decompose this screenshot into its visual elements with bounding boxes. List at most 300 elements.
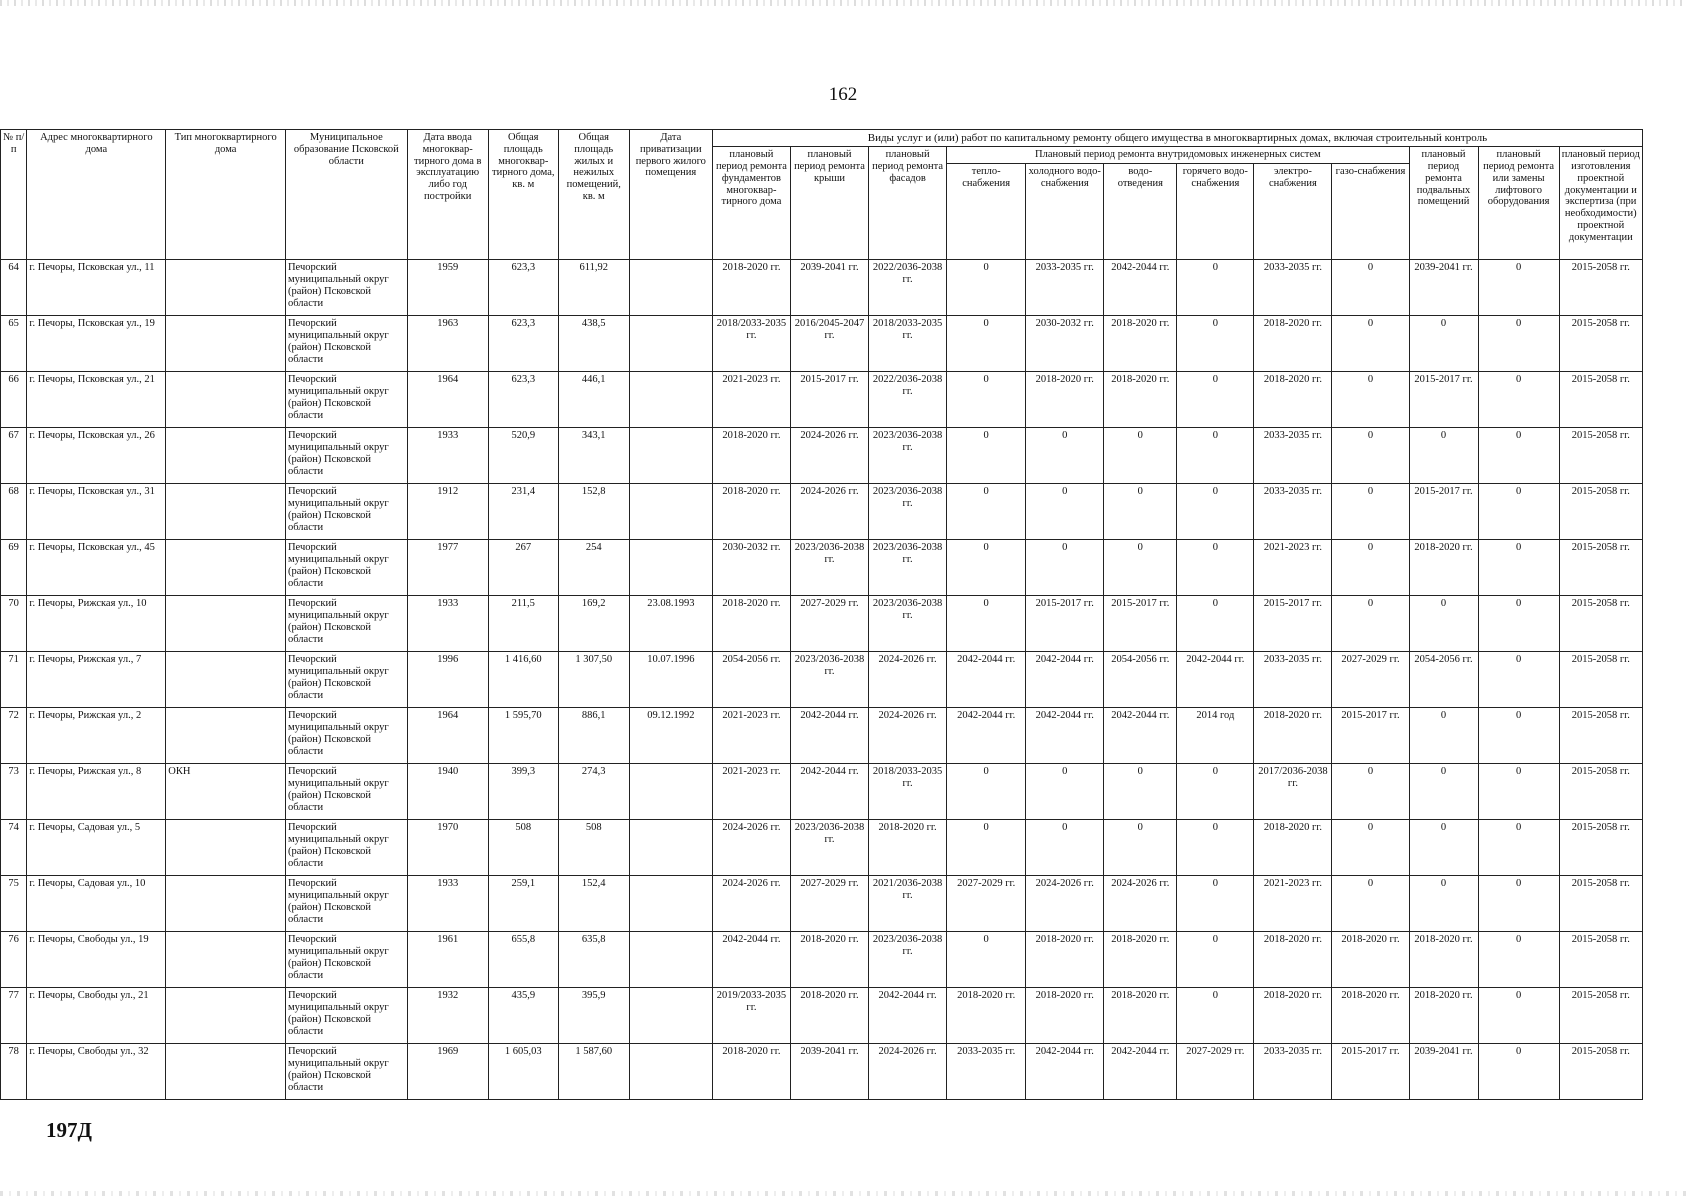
header-heat: тепло-снабжения — [947, 164, 1026, 260]
cell-heat: 0 — [947, 764, 1026, 820]
cell-living-area: 635,8 — [558, 932, 629, 988]
cell-gas: 0 — [1332, 596, 1409, 652]
table-row — [1, 316, 1643, 372]
cell-hot-water: 0 — [1177, 260, 1254, 316]
cell-municipality: Печорский муниципальный округ (район) Псковской области — [285, 484, 407, 540]
cell-gas: 2018-2020 гг. — [1332, 932, 1409, 988]
cell-heat: 2042-2044 гг. — [947, 708, 1026, 764]
cell-address: г. Печоры, Псковская ул., 31 — [27, 484, 166, 540]
table-row — [1, 372, 1643, 428]
cell-gas: 2015-2017 гг. — [1332, 1044, 1409, 1100]
cell-basement: 2018-2020 гг. — [1409, 988, 1478, 1044]
cell-design-docs: 2015-2058 гг. — [1559, 820, 1642, 876]
cell-year: 1932 — [407, 988, 488, 1044]
cell-privatization — [629, 932, 712, 988]
cell-roof: 2023/2036-2038 гг. — [790, 652, 868, 708]
cell-elevator: 0 — [1478, 988, 1559, 1044]
cell-living-area: 274,3 — [558, 764, 629, 820]
cell-address: г. Печоры, Псковская ул., 11 — [27, 260, 166, 316]
cell-type — [166, 316, 286, 372]
cell-heat: 0 — [947, 484, 1026, 540]
cell-living-area: 438,5 — [558, 316, 629, 372]
cell-hot-water: 2014 год — [1177, 708, 1254, 764]
cell-living-area: 1 307,50 — [558, 652, 629, 708]
scan-edge-bottom — [0, 1191, 1686, 1196]
cell-foundation: 2019/2033-2035 гг. — [712, 988, 790, 1044]
header-elevator: плановый период ремонта или замены лифтового оборудования — [1478, 147, 1559, 260]
cell-municipality: Печорский муниципальный округ (район) Псковской области — [285, 652, 407, 708]
cell-gas: 0 — [1332, 540, 1409, 596]
cell-basement: 0 — [1409, 428, 1478, 484]
cell-privatization — [629, 820, 712, 876]
cell-basement: 2054-2056 гг. — [1409, 652, 1478, 708]
cell-gas: 0 — [1332, 428, 1409, 484]
cell-total-area: 259,1 — [488, 876, 558, 932]
cell-privatization — [629, 764, 712, 820]
cell-living-area: 152,4 — [558, 876, 629, 932]
cell-gas: 0 — [1332, 764, 1409, 820]
cell-electric: 2017/2036-2038 гг. — [1254, 764, 1332, 820]
cell-sewer: 2018-2020 гг. — [1104, 932, 1177, 988]
cell-address: г. Печоры, Свободы ул., 32 — [27, 1044, 166, 1100]
cell-cold-water: 0 — [1026, 764, 1104, 820]
cell-living-area: 395,9 — [558, 988, 629, 1044]
header-foundation: плановый период ремонта фундаментов многоквар-тирного дома — [712, 147, 790, 260]
cell-facade: 2018/2033-2035 гг. — [869, 764, 947, 820]
cell-basement: 2039-2041 гг. — [1409, 1044, 1478, 1100]
cell-roof: 2018-2020 гг. — [790, 988, 868, 1044]
cell-design-docs: 2015-2058 гг. — [1559, 932, 1642, 988]
cell-facade: 2023/2036-2038 гг. — [869, 596, 947, 652]
cell-electric: 2033-2035 гг. — [1254, 260, 1332, 316]
cell-address: г. Печоры, Псковская ул., 19 — [27, 316, 166, 372]
cell-electric: 2033-2035 гг. — [1254, 652, 1332, 708]
cell-cold-water: 2042-2044 гг. — [1026, 652, 1104, 708]
header-sewer: водо-отведения — [1104, 164, 1177, 260]
cell-num: 69 — [1, 540, 27, 596]
cell-electric: 2018-2020 гг. — [1254, 820, 1332, 876]
header-municipality: Муниципальное образование Псковской области — [285, 130, 407, 260]
table-row — [1, 652, 1643, 708]
cell-num: 67 — [1, 428, 27, 484]
table-row — [1, 820, 1643, 876]
cell-address: г. Печоры, Псковская ул., 26 — [27, 428, 166, 484]
cell-municipality: Печорский муниципальный округ (район) Псковской области — [285, 1044, 407, 1100]
cell-address: г. Печоры, Садовая ул., 5 — [27, 820, 166, 876]
cell-living-area: 1 587,60 — [558, 1044, 629, 1100]
cell-elevator: 0 — [1478, 820, 1559, 876]
cell-design-docs: 2015-2058 гг. — [1559, 876, 1642, 932]
cell-type — [166, 484, 286, 540]
header-hot-water: горячего водо-снабжения — [1177, 164, 1254, 260]
cell-total-area: 623,3 — [488, 316, 558, 372]
header-basement: плановый период ремонта подвальных помещений — [1409, 147, 1478, 260]
cell-total-area: 267 — [488, 540, 558, 596]
cell-municipality: Печорский муниципальный округ (район) Псковской области — [285, 372, 407, 428]
cell-cold-water: 0 — [1026, 540, 1104, 596]
cell-roof: 2016/2045-2047 гг. — [790, 316, 868, 372]
header-total-area: Общая площадь многоквар-тирного дома, кв. м — [488, 130, 558, 260]
cell-address: г. Печоры, Рижская ул., 10 — [27, 596, 166, 652]
cell-municipality: Печорский муниципальный округ (район) Псковской области — [285, 876, 407, 932]
cell-basement: 0 — [1409, 596, 1478, 652]
cell-living-area: 169,2 — [558, 596, 629, 652]
cell-cold-water: 2033-2035 гг. — [1026, 260, 1104, 316]
cell-basement: 2018-2020 гг. — [1409, 540, 1478, 596]
cell-facade: 2023/2036-2038 гг. — [869, 932, 947, 988]
header-gas: газо-снабжения — [1332, 164, 1409, 260]
cell-elevator: 0 — [1478, 708, 1559, 764]
cell-sewer: 0 — [1104, 820, 1177, 876]
cell-num: 70 — [1, 596, 27, 652]
cell-sewer: 2042-2044 гг. — [1104, 260, 1177, 316]
cell-type — [166, 372, 286, 428]
cell-total-area: 231,4 — [488, 484, 558, 540]
cell-type: ОКН — [166, 764, 286, 820]
cell-heat: 0 — [947, 316, 1026, 372]
cell-roof: 2023/2036-2038 гг. — [790, 540, 868, 596]
cell-municipality: Печорский муниципальный округ (район) Псковской области — [285, 764, 407, 820]
cell-address: г. Печоры, Садовая ул., 10 — [27, 876, 166, 932]
cell-facade: 2021/2036-2038 гг. — [869, 876, 947, 932]
cell-elevator: 0 — [1478, 540, 1559, 596]
cell-design-docs: 2015-2058 гг. — [1559, 260, 1642, 316]
cell-elevator: 0 — [1478, 1044, 1559, 1100]
cell-sewer: 2024-2026 гг. — [1104, 876, 1177, 932]
document-code: 197Д — [46, 1118, 92, 1142]
cell-num: 74 — [1, 820, 27, 876]
cell-sewer: 2042-2044 гг. — [1104, 708, 1177, 764]
cell-total-area: 211,5 — [488, 596, 558, 652]
cell-address: г. Печоры, Свободы ул., 21 — [27, 988, 166, 1044]
cell-hot-water: 0 — [1177, 316, 1254, 372]
cell-cold-water: 2024-2026 гг. — [1026, 876, 1104, 932]
cell-elevator: 0 — [1478, 428, 1559, 484]
cell-elevator: 0 — [1478, 260, 1559, 316]
table-row — [1, 764, 1643, 820]
cell-living-area: 508 — [558, 820, 629, 876]
cell-living-area: 446,1 — [558, 372, 629, 428]
cell-total-area: 1 416,60 — [488, 652, 558, 708]
cell-hot-water: 0 — [1177, 540, 1254, 596]
cell-hot-water: 0 — [1177, 932, 1254, 988]
cell-num: 71 — [1, 652, 27, 708]
cell-total-area: 623,3 — [488, 372, 558, 428]
table-row — [1, 484, 1643, 540]
cell-year: 1933 — [407, 876, 488, 932]
cell-num: 77 — [1, 988, 27, 1044]
cell-roof: 2023/2036-2038 гг. — [790, 820, 868, 876]
cell-facade: 2018/2033-2035 гг. — [869, 316, 947, 372]
cell-facade: 2022/2036-2038 гг. — [869, 372, 947, 428]
cell-facade: 2023/2036-2038 гг. — [869, 428, 947, 484]
cell-design-docs: 2015-2058 гг. — [1559, 1044, 1642, 1100]
cell-municipality: Печорский муниципальный округ (район) Псковской области — [285, 708, 407, 764]
cell-basement: 0 — [1409, 820, 1478, 876]
header-type: Тип многоквартирного дома — [166, 130, 286, 260]
cell-living-area: 611,92 — [558, 260, 629, 316]
cell-type — [166, 260, 286, 316]
table-row — [1, 540, 1643, 596]
cell-municipality: Печорский муниципальный округ (район) Псковской области — [285, 932, 407, 988]
header-electric: электро-снабжения — [1254, 164, 1332, 260]
cell-elevator: 0 — [1478, 932, 1559, 988]
cell-municipality: Печорский муниципальный округ (район) Псковской области — [285, 596, 407, 652]
cell-roof: 2042-2044 гг. — [790, 764, 868, 820]
cell-sewer: 2018-2020 гг. — [1104, 316, 1177, 372]
cell-gas: 0 — [1332, 876, 1409, 932]
cell-year: 1933 — [407, 428, 488, 484]
cell-num: 65 — [1, 316, 27, 372]
cell-electric: 2018-2020 гг. — [1254, 316, 1332, 372]
cell-type — [166, 708, 286, 764]
cell-basement: 0 — [1409, 316, 1478, 372]
cell-elevator: 0 — [1478, 484, 1559, 540]
cell-hot-water: 0 — [1177, 428, 1254, 484]
cell-facade: 2022/2036-2038 гг. — [869, 260, 947, 316]
cell-sewer: 0 — [1104, 484, 1177, 540]
cell-cold-water: 0 — [1026, 484, 1104, 540]
cell-electric: 2018-2020 гг. — [1254, 932, 1332, 988]
cell-basement: 2018-2020 гг. — [1409, 932, 1478, 988]
cell-type — [166, 988, 286, 1044]
cell-cold-water: 2018-2020 гг. — [1026, 988, 1104, 1044]
table-row — [1, 1044, 1643, 1100]
cell-total-area: 655,8 — [488, 932, 558, 988]
cell-privatization — [629, 1044, 712, 1100]
cell-address: г. Печоры, Псковская ул., 21 — [27, 372, 166, 428]
cell-address: г. Печоры, Свободы ул., 19 — [27, 932, 166, 988]
page-number: 162 — [828, 84, 858, 105]
cell-living-area: 343,1 — [558, 428, 629, 484]
cell-hot-water: 0 — [1177, 764, 1254, 820]
cell-heat: 2027-2029 гг. — [947, 876, 1026, 932]
cell-municipality: Печорский муниципальный округ (район) Псковской области — [285, 820, 407, 876]
cell-electric: 2021-2023 гг. — [1254, 540, 1332, 596]
table-body — [1, 260, 1643, 1100]
cell-privatization — [629, 260, 712, 316]
cell-privatization: 09.12.1992 — [629, 708, 712, 764]
cell-year: 1912 — [407, 484, 488, 540]
cell-cold-water: 2030-2032 гг. — [1026, 316, 1104, 372]
cell-gas: 0 — [1332, 820, 1409, 876]
cell-cold-water: 0 — [1026, 428, 1104, 484]
table-row — [1, 596, 1643, 652]
cell-type — [166, 540, 286, 596]
cell-sewer: 2015-2017 гг. — [1104, 596, 1177, 652]
cell-type — [166, 1044, 286, 1100]
cell-roof: 2042-2044 гг. — [790, 708, 868, 764]
cell-elevator: 0 — [1478, 596, 1559, 652]
cell-privatization: 23.08.1993 — [629, 596, 712, 652]
cell-total-area: 399,3 — [488, 764, 558, 820]
cell-total-area: 1 595,70 — [488, 708, 558, 764]
cell-type — [166, 876, 286, 932]
cell-electric: 2033-2035 гг. — [1254, 428, 1332, 484]
cell-roof: 2027-2029 гг. — [790, 876, 868, 932]
cell-address: г. Печоры, Рижская ул., 7 — [27, 652, 166, 708]
cell-hot-water: 0 — [1177, 596, 1254, 652]
cell-privatization — [629, 372, 712, 428]
cell-design-docs: 2015-2058 гг. — [1559, 652, 1642, 708]
cell-num: 75 — [1, 876, 27, 932]
cell-num: 68 — [1, 484, 27, 540]
cell-design-docs: 2015-2058 гг. — [1559, 708, 1642, 764]
table-row — [1, 932, 1643, 988]
cell-foundation: 2018-2020 гг. — [712, 260, 790, 316]
cell-basement: 2039-2041 гг. — [1409, 260, 1478, 316]
cell-year: 1964 — [407, 372, 488, 428]
cell-heat: 0 — [947, 428, 1026, 484]
cell-roof: 2024-2026 гг. — [790, 428, 868, 484]
header-cold-water: холодного водо-снабжения — [1026, 164, 1104, 260]
cell-design-docs: 2015-2058 гг. — [1559, 372, 1642, 428]
cell-heat: 0 — [947, 596, 1026, 652]
cell-heat: 2018-2020 гг. — [947, 988, 1026, 1044]
cell-privatization — [629, 876, 712, 932]
cell-heat: 0 — [947, 372, 1026, 428]
cell-privatization — [629, 316, 712, 372]
cell-privatization: 10.07.1996 — [629, 652, 712, 708]
cell-gas: 0 — [1332, 260, 1409, 316]
header-commission-date: Дата ввода многоквар-тирного дома в эксплуатацию либо год постройки — [407, 130, 488, 260]
cell-living-area: 152,8 — [558, 484, 629, 540]
cell-sewer: 2018-2020 гг. — [1104, 372, 1177, 428]
cell-address: г. Печоры, Псковская ул., 45 — [27, 540, 166, 596]
cell-cold-water: 2042-2044 гг. — [1026, 708, 1104, 764]
cell-sewer: 2042-2044 гг. — [1104, 1044, 1177, 1100]
cell-num: 64 — [1, 260, 27, 316]
cell-elevator: 0 — [1478, 764, 1559, 820]
cell-foundation: 2018-2020 гг. — [712, 1044, 790, 1100]
cell-basement: 0 — [1409, 708, 1478, 764]
cell-design-docs: 2015-2058 гг. — [1559, 988, 1642, 1044]
cell-foundation: 2024-2026 гг. — [712, 876, 790, 932]
table-row — [1, 428, 1643, 484]
cell-type — [166, 652, 286, 708]
cell-roof: 2027-2029 гг. — [790, 596, 868, 652]
cell-electric: 2021-2023 гг. — [1254, 876, 1332, 932]
cell-num: 66 — [1, 372, 27, 428]
cell-privatization — [629, 540, 712, 596]
cell-num: 73 — [1, 764, 27, 820]
cell-electric: 2015-2017 гг. — [1254, 596, 1332, 652]
cell-hot-water: 2042-2044 гг. — [1177, 652, 1254, 708]
cell-roof: 2024-2026 гг. — [790, 484, 868, 540]
cell-municipality: Печорский муниципальный округ (район) Псковской области — [285, 988, 407, 1044]
cell-hot-water: 0 — [1177, 876, 1254, 932]
cell-sewer: 0 — [1104, 764, 1177, 820]
cell-design-docs: 2015-2058 гг. — [1559, 428, 1642, 484]
cell-foundation: 2024-2026 гг. — [712, 820, 790, 876]
cell-total-area: 435,9 — [488, 988, 558, 1044]
cell-year: 1933 — [407, 596, 488, 652]
cell-roof: 2039-2041 гг. — [790, 260, 868, 316]
cell-privatization — [629, 484, 712, 540]
cell-cold-water: 2018-2020 гг. — [1026, 372, 1104, 428]
cell-year: 1969 — [407, 1044, 488, 1100]
cell-cold-water: 2015-2017 гг. — [1026, 596, 1104, 652]
cell-facade: 2042-2044 гг. — [869, 988, 947, 1044]
cell-year: 1959 — [407, 260, 488, 316]
cell-type — [166, 428, 286, 484]
table-row — [1, 988, 1643, 1044]
cell-hot-water: 0 — [1177, 820, 1254, 876]
cell-elevator: 0 — [1478, 316, 1559, 372]
cell-electric: 2018-2020 гг. — [1254, 988, 1332, 1044]
cell-facade: 2023/2036-2038 гг. — [869, 540, 947, 596]
cell-sewer: 0 — [1104, 428, 1177, 484]
cell-hot-water: 2027-2029 гг. — [1177, 1044, 1254, 1100]
cell-foundation: 2021-2023 гг. — [712, 372, 790, 428]
cell-year: 1964 — [407, 708, 488, 764]
cell-design-docs: 2015-2058 гг. — [1559, 596, 1642, 652]
cell-num: 76 — [1, 932, 27, 988]
cell-gas: 2018-2020 гг. — [1332, 988, 1409, 1044]
header-living-area: Общая площадь жилых и нежилых помещений, кв. м — [558, 130, 629, 260]
cell-year: 1940 — [407, 764, 488, 820]
cell-heat: 2042-2044 гг. — [947, 652, 1026, 708]
header-roof: плановый период ремонта крыши — [790, 147, 868, 260]
table-row — [1, 876, 1643, 932]
cell-design-docs: 2015-2058 гг. — [1559, 316, 1642, 372]
cell-gas: 2015-2017 гг. — [1332, 708, 1409, 764]
cell-design-docs: 2015-2058 гг. — [1559, 540, 1642, 596]
header-num: № п/п — [1, 130, 27, 260]
cell-elevator: 0 — [1478, 876, 1559, 932]
cell-total-area: 623,3 — [488, 260, 558, 316]
cell-electric: 2033-2035 гг. — [1254, 484, 1332, 540]
cell-heat: 0 — [947, 932, 1026, 988]
header-address: Адрес многоквартирного дома — [27, 130, 166, 260]
cell-foundation: 2030-2032 гг. — [712, 540, 790, 596]
cell-total-area: 520,9 — [488, 428, 558, 484]
cell-num: 72 — [1, 708, 27, 764]
cell-year: 1977 — [407, 540, 488, 596]
cell-gas: 0 — [1332, 372, 1409, 428]
cell-address: г. Печоры, Рижская ул., 8 — [27, 764, 166, 820]
cell-year: 1996 — [407, 652, 488, 708]
cell-privatization — [629, 988, 712, 1044]
cell-type — [166, 820, 286, 876]
cell-year: 1963 — [407, 316, 488, 372]
header-facade: плановый период ремонта фасадов — [869, 147, 947, 260]
cell-gas: 2027-2029 гг. — [1332, 652, 1409, 708]
cell-privatization — [629, 428, 712, 484]
cell-electric: 2018-2020 гг. — [1254, 708, 1332, 764]
cell-design-docs: 2015-2058 гг. — [1559, 764, 1642, 820]
cell-sewer: 2018-2020 гг. — [1104, 988, 1177, 1044]
cell-foundation: 2042-2044 гг. — [712, 932, 790, 988]
cell-foundation: 2021-2023 гг. — [712, 764, 790, 820]
cell-electric: 2018-2020 гг. — [1254, 372, 1332, 428]
scan-edge-top — [0, 0, 1686, 6]
cell-type — [166, 932, 286, 988]
cell-design-docs: 2015-2058 гг. — [1559, 484, 1642, 540]
cell-heat: 0 — [947, 260, 1026, 316]
cell-heat: 2033-2035 гг. — [947, 1044, 1026, 1100]
cell-facade: 2024-2026 гг. — [869, 652, 947, 708]
header-systems-group: Плановый период ремонта внутридомовых инженерных систем — [947, 147, 1409, 164]
cell-roof: 2039-2041 гг. — [790, 1044, 868, 1100]
cell-total-area: 1 605,03 — [488, 1044, 558, 1100]
cell-foundation: 2018/2033-2035 гг. — [712, 316, 790, 372]
capital-repair-table — [0, 129, 1643, 1100]
cell-basement: 2015-2017 гг. — [1409, 372, 1478, 428]
cell-elevator: 0 — [1478, 652, 1559, 708]
table-row — [1, 260, 1643, 316]
cell-sewer: 0 — [1104, 540, 1177, 596]
